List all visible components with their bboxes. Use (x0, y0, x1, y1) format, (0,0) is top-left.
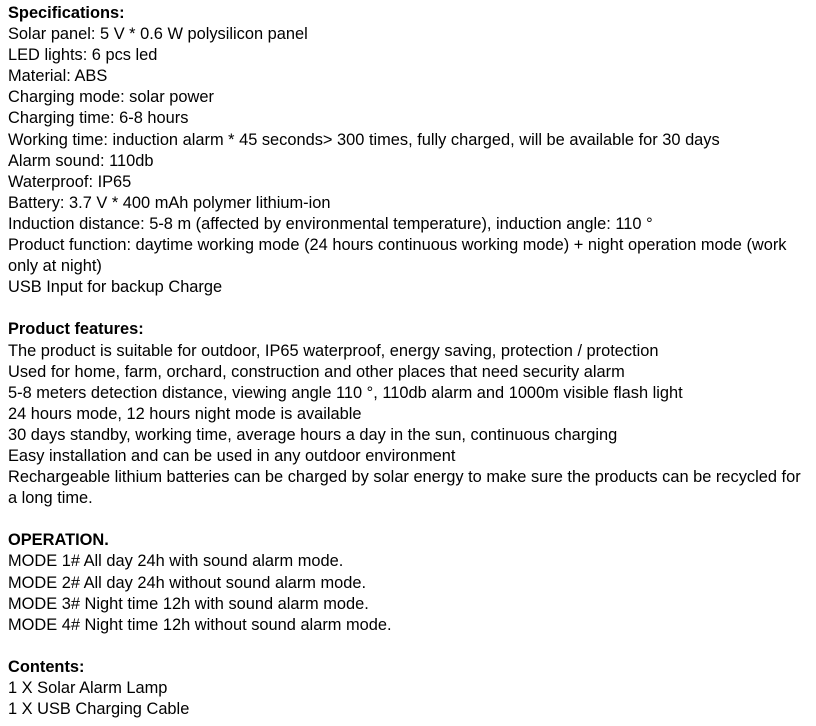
specifications-section (8, 3, 808, 298)
specifications-heading: Specifications: (8, 4, 125, 22)
feature-item: Used for home, farm, orchard, construction and other places that need security alarm (8, 362, 625, 381)
spec-usb-input: USB Input for backup Charge (8, 278, 223, 297)
contents-heading: Contents: (8, 657, 85, 676)
spec-led-lights: LED lights: 6 pcs led (8, 46, 158, 65)
spec-product-function: Product function: daytime working mode (24 hours continuous working mode) + night operation mode (work only at night) (8, 236, 787, 276)
operation-heading: OPERATION. (8, 531, 109, 550)
feature-item: The product is suitable for outdoor, IP65 waterproof, energy saving, protection / protection (8, 341, 659, 360)
spec-material: Material: ABS (8, 67, 108, 86)
contents-item-lamp: 1 X Solar Alarm Lamp (8, 679, 168, 697)
spec-working-time: Working time: induction alarm * 45 seconds> 300 times, fully charged, will be available for 30 days (8, 130, 720, 149)
contents-section (8, 657, 808, 720)
operation-mode-2: MODE 2# All day 24h without sound alarm mode. (8, 573, 367, 592)
spec-solar-panel: Solar panel: 5 V * 0.6 W polysilicon panel (8, 25, 308, 44)
features-heading: Product features: (8, 320, 144, 339)
feature-item: 24 hours mode, 12 hours night mode is available (8, 404, 362, 423)
spec-waterproof: Waterproof: IP65 (8, 172, 132, 191)
spec-alarm-sound: Alarm sound: 110db (8, 151, 154, 170)
feature-item: 30 days standby, working time, average hours a day in the sun, continuous charging (8, 425, 618, 444)
feature-item: 5-8 meters detection distance, viewing angle 110 °, 110db alarm and 1000m visible flash light (8, 383, 683, 402)
operation-mode-1: MODE 1# All day 24h with sound alarm mode. (8, 552, 344, 571)
spec-battery: Battery: 3.7 V * 400 mAh polymer lithium-ion (8, 193, 331, 212)
operation-mode-4: MODE 4# Night time 12h without sound alarm mode. (8, 615, 392, 634)
spec-charging-time: Charging time: 6-8 hours (8, 109, 189, 128)
feature-item: Rechargeable lithium batteries can be charged by solar energy to make sure the products can be recycled for a long time. (8, 468, 801, 508)
features-section (8, 319, 808, 509)
operation-mode-3: MODE 3# Night time 12h with sound alarm mode. (8, 594, 369, 613)
spec-induction-distance: Induction distance: 5-8 m (affected by environmental temperature), induction angle: 110 ° (8, 214, 653, 233)
feature-item: Easy installation and can be used in any outdoor environment (8, 446, 456, 465)
contents-item-cable: 1 X USB Charging Cable (8, 700, 190, 719)
spec-charging-mode: Charging mode: solar power (8, 88, 214, 107)
operation-section (8, 530, 808, 635)
